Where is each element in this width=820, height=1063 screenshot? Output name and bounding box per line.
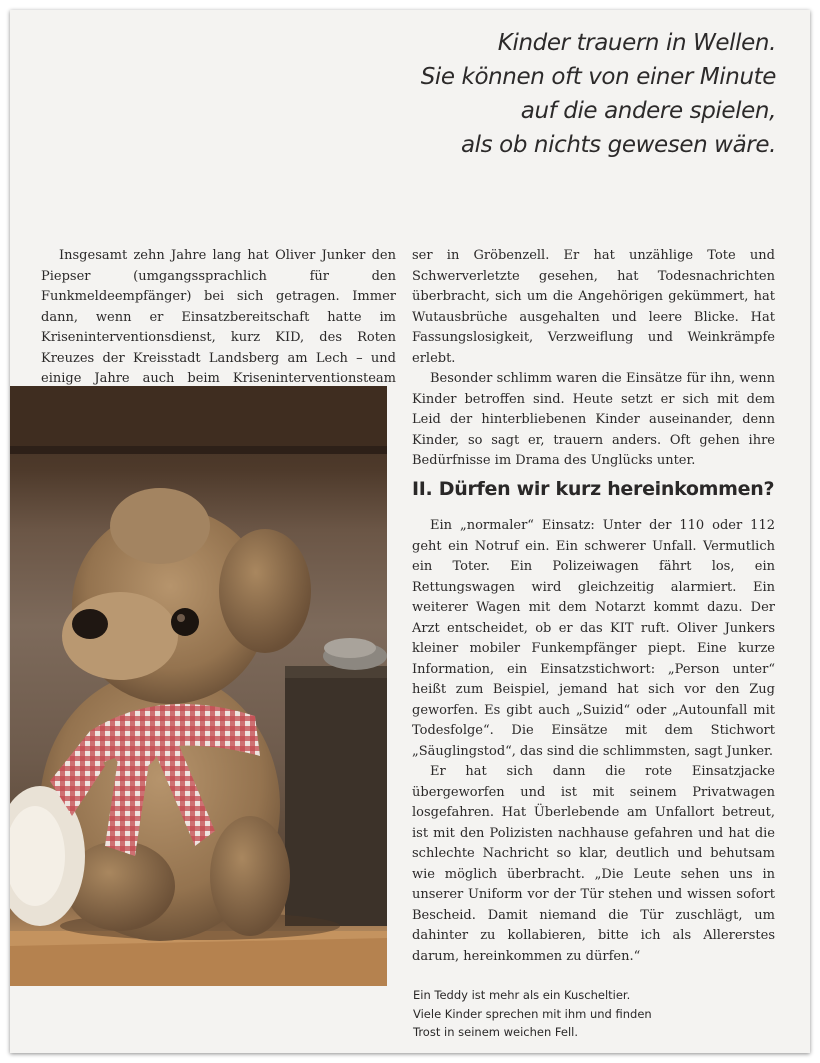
pull-quote-line: auf die andere spielen, xyxy=(520,98,776,124)
body-paragraph: Ein „normaler“ Einsatz: Unter der 110 oder 112 geht ein Notruf ein. Ein schwerer Unfall. Vermutlich ein Toter. Ein Polizeiwagen fährt los, ein Rettungswagen wird gleichzeitig alarmiert. Ein weiterer Wagen mit dem Notarzt kommt dazu. Der Arzt entscheidet, ob er das KIT ruft. Oliver Junkers kleiner mobiler Funkempfänger piept. Eine kurze Information, ein Einsatzstichwort: „Person unter“ heißt zum Beispiel, jemand hat sich vor den Zug geworfen. Es gibt auch „Suizid“ oder „Autounfall mit Todesfolge“. Die Einsätze mit dem Stichwort „Säuglingstod“, das sind die schlimmsten, sagt Junker. xyxy=(412,518,775,759)
caption-line: Ein Teddy ist mehr als ein Kuscheltier. xyxy=(413,988,631,1002)
caption-line: Viele Kinder sprechen mit ihm und finden xyxy=(413,1006,652,1021)
section-heading: II. Dürfen wir kurz hereinkommen? xyxy=(412,478,775,500)
body-column-right-top xyxy=(412,246,775,472)
pull-quote-line: Kinder trauern in Wellen. xyxy=(497,30,776,56)
teddy-bear-photo xyxy=(10,386,387,986)
pull-quote-line: Sie können oft von einer Minute xyxy=(420,64,776,90)
pull-quote xyxy=(316,26,776,162)
body-column-right-bottom xyxy=(412,516,775,967)
body-paragraph: Insgesamt zehn Jahre lang hat Oliver Junker den Piepser (umgangssprachlich für den Funkmeldeempfänger) bei sich getragen. Immer dann, wenn er Einsatzbereitschaft hatte im Kriseninterventionsdienst, kurz KID, des Roten Kreuzes der Kreisstadt Landsberg am Lech – und einige Jahre auch beim Kriseninterventionsteam xyxy=(41,248,396,386)
body-paragraph: Er hat sich dann die rote Einsatzjacke übergeworfen und ist mit seinem Privatwagen losgefahren. Hat Überlebende am Unfallort betreut, ist mit den Polizisten nachhause gefahren und hat die schlechte Nachricht so klar, deutlich und behutsam wie möglich überbracht. „Die Leute sehen uns in unserer Uniform vor der Tür stehen und wissen sofort Bescheid. Damit niemand die Tür zuschlägt, um dahinter zu kollabieren, bitte ich als Allererstes darum, hereinkommen zu dürfen.“ xyxy=(412,764,775,964)
magazine-page xyxy=(10,10,810,1053)
pull-quote-line: als ob nichts gewesen wäre. xyxy=(460,132,776,158)
photo-caption xyxy=(413,986,743,1042)
teddy-bear-icon xyxy=(10,386,387,986)
body-paragraph: Besonder schlimm waren die Einsätze für ihn, wenn Kinder betroffen sind. Heute setzt er sich mit dem Leid der hinterbliebenen Kinder auseinander, denn Kinder, so sagt er, trauern anders. Oft gehen ihre Bedürfnisse im Drama des Unglücks unter. xyxy=(412,371,775,468)
caption-line: Trost in seinem weichen Fell. xyxy=(413,1025,579,1039)
body-paragraph: ser in Gröbenzell. Er hat unzählige Tote und Schwerverletzte gesehen, hat Todesnachrichten überbracht, sich um die Angehörigen gekümmert, hat Wutausbrüche ausgehalten und leere Blicke. Hat Fassungslosigkeit, Verzweiflung und Weinkrämpfe erlebt. xyxy=(412,248,775,366)
